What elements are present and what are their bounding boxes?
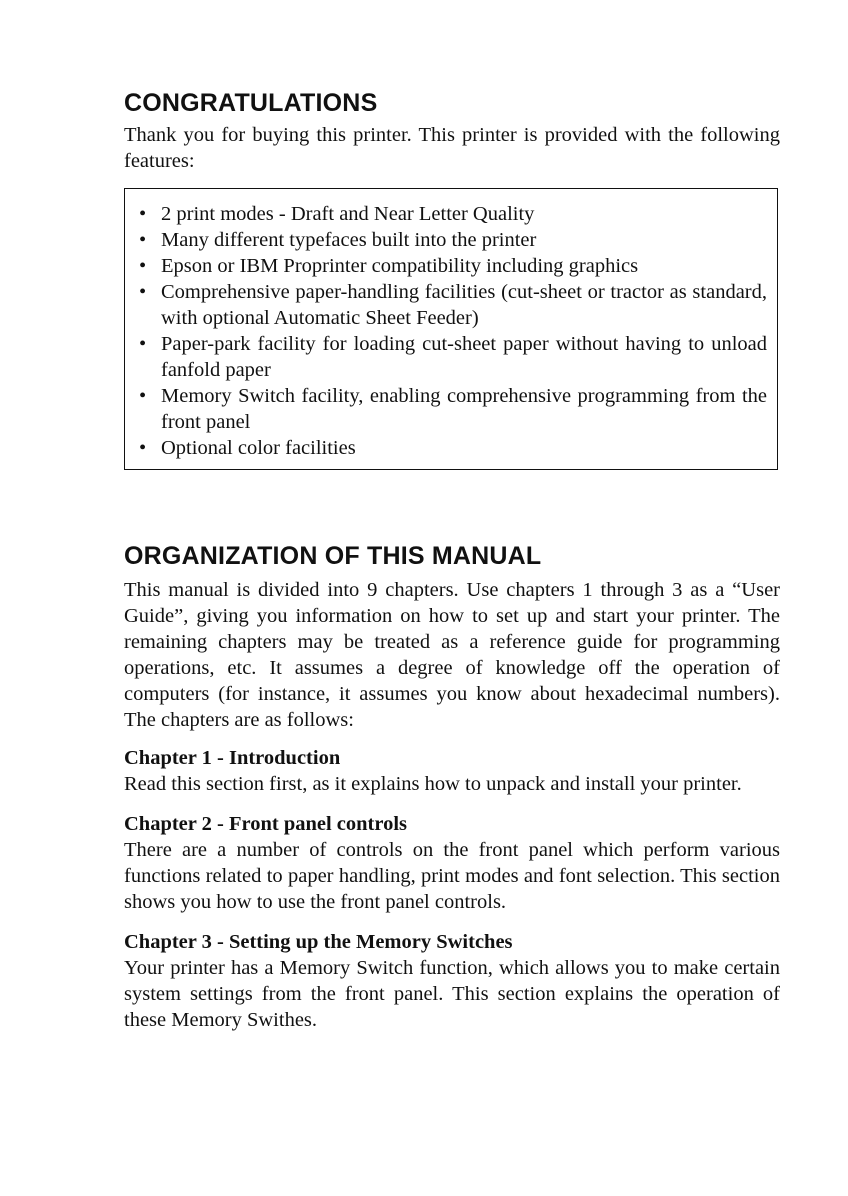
chapter-2-entry bbox=[124, 811, 780, 915]
feature-text: 2 print modes - Draft and Near Letter Quality bbox=[161, 203, 535, 225]
organization-heading: ORGANIZATION OF THIS MANUAL bbox=[124, 542, 542, 570]
feature-item bbox=[137, 435, 767, 461]
chapter-2-title: Chapter 2 - Front panel controls bbox=[124, 813, 408, 835]
feature-text: Comprehensive paper-handling facilities (cut-sheet or tractor as standard, with optional Automatic Sheet Feeder) bbox=[161, 281, 767, 329]
chapter-3-entry bbox=[124, 929, 780, 1033]
feature-text: Memory Switch facility, enabling comprehensive programming from the front panel bbox=[161, 385, 767, 433]
bullet-icon: • bbox=[139, 203, 147, 225]
features-list bbox=[137, 201, 767, 461]
features-box bbox=[124, 188, 778, 470]
feature-text: Epson or IBM Proprinter compatibility including graphics bbox=[161, 255, 639, 277]
bullet-icon: • bbox=[139, 255, 147, 277]
feature-text: Paper-park facility for loading cut-sheet paper without having to unload fanfold paper bbox=[161, 333, 767, 381]
bullet-icon: • bbox=[139, 229, 147, 251]
feature-item bbox=[137, 227, 767, 253]
feature-item bbox=[137, 201, 767, 227]
feature-item bbox=[137, 279, 767, 331]
chapter-2-description: There are a number of controls on the front panel which perform various functions related to paper handling, print modes and font selection. This section shows you how to use the front panel controls. bbox=[124, 839, 780, 913]
organization-intro: This manual is divided into 9 chapters. Use chapters 1 through 3 as a “User Guide”, giving you information on how to set up and start your printer. The remaining chapters may be treated as a reference guide for programming operations, etc. It assumes a degree of knowledge off the operation of computers (for instance, it assumes you know about hexadecimal numbers). The chapters are as follows: bbox=[124, 579, 780, 731]
congratulations-intro: Thank you for buying this printer. This printer is provided with the following features: bbox=[124, 124, 780, 172]
congratulations-heading: CONGRATULATIONS bbox=[124, 89, 378, 117]
feature-text: Optional color facilities bbox=[161, 437, 356, 459]
bullet-icon: • bbox=[139, 281, 147, 303]
chapter-3-title: Chapter 3 - Setting up the Memory Switches bbox=[124, 931, 513, 953]
chapter-1-title: Chapter 1 - Introduction bbox=[124, 747, 341, 769]
feature-text: Many different typefaces built into the printer bbox=[161, 229, 537, 251]
feature-item bbox=[137, 253, 767, 279]
chapter-1-entry bbox=[124, 745, 780, 797]
feature-item bbox=[137, 383, 767, 435]
bullet-icon: • bbox=[139, 385, 147, 407]
chapter-1-description: Read this section first, as it explains how to unpack and install your printer. bbox=[124, 773, 742, 795]
chapter-3-description: Your printer has a Memory Switch function, which allows you to make certain system settings from the front panel. This section explains the operation of these Memory Swithes. bbox=[124, 957, 780, 1031]
bullet-icon: • bbox=[139, 333, 147, 355]
feature-item bbox=[137, 331, 767, 383]
bullet-icon: • bbox=[139, 437, 147, 459]
